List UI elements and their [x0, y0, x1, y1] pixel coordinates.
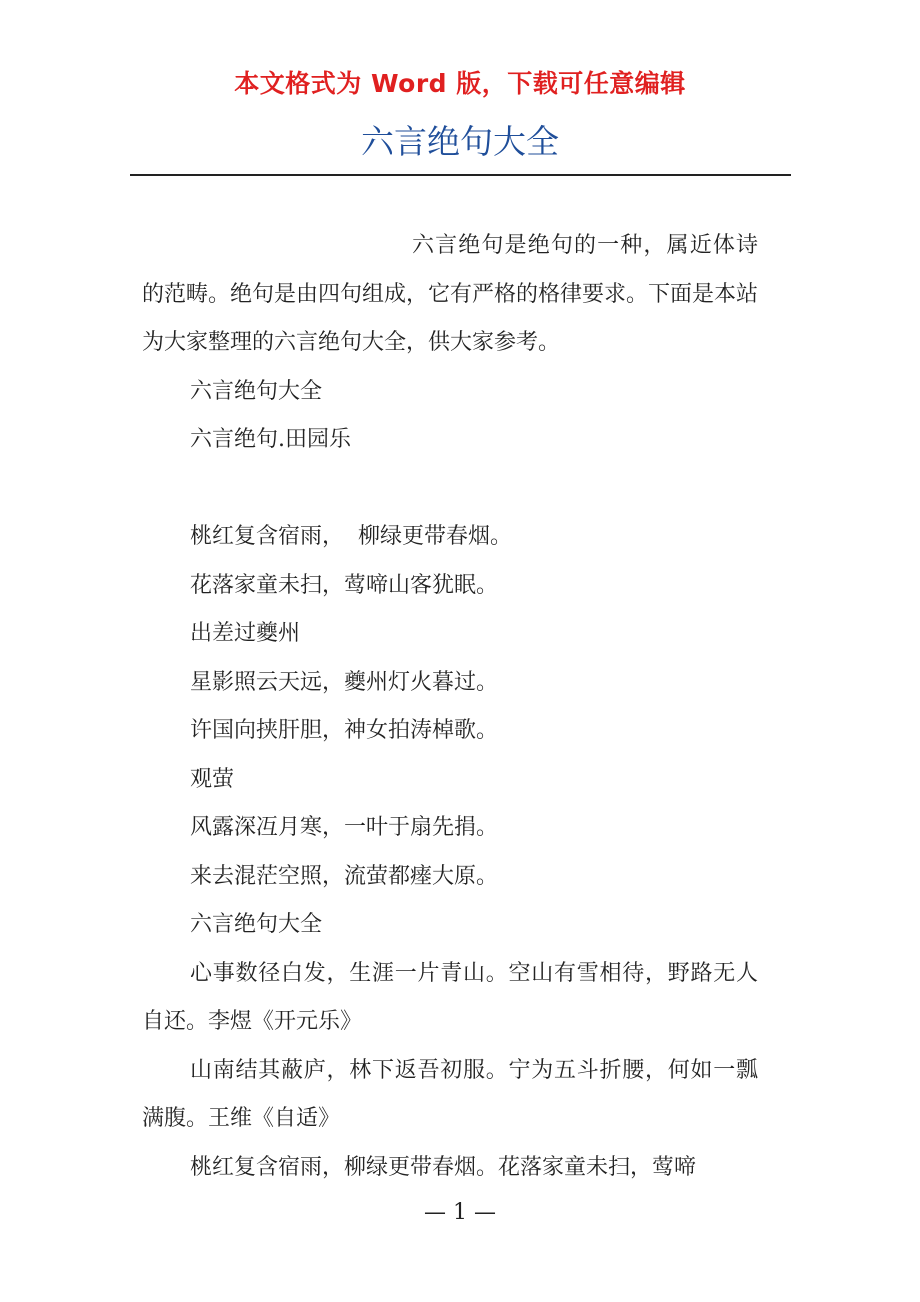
poem-line: 花落家童未扫，莺啼山客犹眠。 — [190, 572, 499, 598]
poem-paragraph: 心事数径白发，生涯一片青山。空山有雪相待，野路无人自还。李煜《开元乐》 — [142, 960, 758, 1034]
poem-title-guanying: 观萤 — [190, 766, 235, 792]
title-divider — [130, 174, 791, 176]
poem-line: 星影照云天远，夔州灯火暮过。 — [190, 669, 499, 695]
poem-paragraph: 桃红复含宿雨，柳绿更带春烟。花落家童未扫，莺啼 — [190, 1154, 697, 1180]
poem-paragraph: 山南结其蔽庐，林下返吾初服。宁为五斗折腰，何如一瓢满腹。王维《自适》 — [142, 1057, 758, 1131]
poem-title-kuizhou: 出差过夔州 — [190, 621, 301, 646]
page-number: — 1 — — [424, 1200, 496, 1225]
intro-paragraph: 六言绝句是绝句的一种，属近体诗的范畴。绝句是由四句组成，它有严格的格律要求。下面是本站为大家整理的六言绝句大全，供大家参考。 — [142, 233, 759, 355]
document-body — [142, 222, 758, 1192]
section-heading-1: 六言绝句大全 — [190, 378, 323, 404]
poem-title-tianyuanle: 六言绝句.田园乐 — [190, 427, 351, 452]
format-notice: 本文格式为 Word 版，下载可任意编辑 — [234, 69, 686, 98]
poem-line: 桃红复含宿雨， 柳绿更带春烟。 — [190, 524, 512, 549]
poem-line: 许国向挟肝胆，神女拍涛棹歌。 — [190, 718, 499, 743]
section-heading-2: 六言绝句大全 — [190, 912, 323, 937]
poem-line: 风露深冱月寒，一叶于扇先捐。 — [190, 815, 499, 840]
document-title: 六言绝句大全 — [361, 122, 559, 161]
poem-line: 来去混茫空照，流萤都瘗大原。 — [190, 863, 499, 889]
blank-line — [142, 465, 758, 514]
